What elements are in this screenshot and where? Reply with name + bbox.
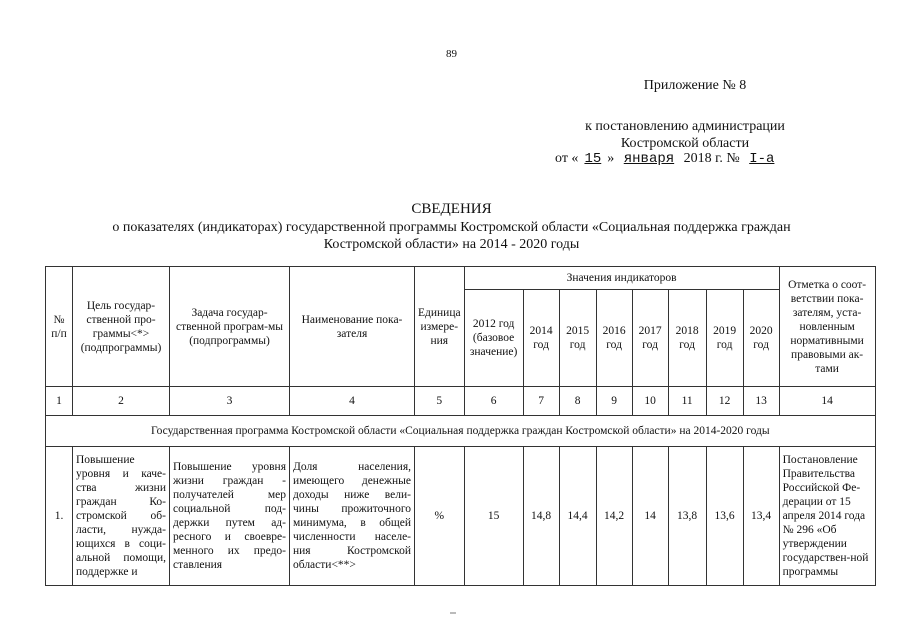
column-number: 11 <box>668 387 706 416</box>
document-number: I-а <box>749 151 775 167</box>
row-value-2015: 14,4 <box>559 447 596 586</box>
header-indicator: Наименование пока-зателя <box>290 267 415 387</box>
section-title: Государственная программа Костромской области «Социальная поддержка граждан Костромской области» на 2014-2020 годы <box>46 416 876 447</box>
row-value-2017: 14 <box>632 447 668 586</box>
column-number: 8 <box>559 387 596 416</box>
header-year-2017: 2017 год <box>632 290 668 387</box>
date-day: 15 <box>584 151 602 167</box>
header-task: Задача государ-ственной програм-мы (подпрограммы) <box>170 267 290 387</box>
approval-date-line <box>555 151 780 167</box>
header-year-2015: 2015 год <box>559 290 596 387</box>
column-numbers-row <box>46 387 876 416</box>
row-value-2018: 13,8 <box>668 447 706 586</box>
column-number: 5 <box>415 387 465 416</box>
date-prefix: от « <box>555 151 579 166</box>
approval-reference <box>540 118 830 152</box>
appendix-label: Приложение № 8 <box>643 78 747 93</box>
row-value-2020: 13,4 <box>743 447 779 586</box>
approval-line-2: Костромской области <box>620 136 750 151</box>
header-note: Отметка о соот-ветствии пока-зателям, уста-новленным нормативными правовыми ак-тами <box>779 267 875 387</box>
row-value-2019: 13,6 <box>706 447 743 586</box>
row-unit: % <box>415 447 465 586</box>
column-number: 4 <box>290 387 415 416</box>
row-indicator: Доля населения, имеющего денежные доходы ниже вели-чины прожиточного минимума, в общей численности населе-ния Костромской области<**> <box>290 447 415 586</box>
header-unit: Единица измере-ния <box>415 267 465 387</box>
row-goal: Повышение уровня и каче-ства жизни граждан Ко-стромской об-ласти, нужда-ющихся в соци-альной помощи, поддержке и <box>73 447 170 586</box>
column-number: 10 <box>632 387 668 416</box>
section-row <box>46 416 876 447</box>
column-number: 13 <box>743 387 779 416</box>
row-base-value: 15 <box>464 447 523 586</box>
column-number: 7 <box>523 387 559 416</box>
column-number: 3 <box>170 387 290 416</box>
column-number: 12 <box>706 387 743 416</box>
date-year: 2018 г. № <box>683 151 740 166</box>
column-number: 14 <box>779 387 875 416</box>
column-number: 1 <box>46 387 73 416</box>
row-value-2014: 14,8 <box>523 447 559 586</box>
row-note: Постановление Правительства Российской Фе-дерации от 15 апреля 2014 года № 296 «Об утверждении государствен-ной программы <box>779 447 875 586</box>
table-row <box>46 447 876 586</box>
row-num: 1. <box>46 447 73 586</box>
column-number: 6 <box>464 387 523 416</box>
header-year-2014: 2014 год <box>523 290 559 387</box>
date-close: » <box>607 151 615 166</box>
header-base-year: 2012 год (базовое значение) <box>464 290 523 387</box>
document-title: СВЕДЕНИЯ <box>411 201 492 217</box>
header-year-2018: 2018 год <box>668 290 706 387</box>
document-subtitle: о показателях (индикаторах) государственной программы Костромской области «Социальная поддержка граждан Костромской области» на 2014 - 2020 годы <box>112 220 791 252</box>
header-year-2019: 2019 год <box>706 290 743 387</box>
column-number: 2 <box>73 387 170 416</box>
row-task: Повышение уровня жизни граждан - получателей мер социальной под-держки путем ад-ресного и своевре-менного их предо-ставления <box>170 447 290 586</box>
column-number: 9 <box>596 387 632 416</box>
header-year-2020: 2020 год <box>743 290 779 387</box>
row-value-2016: 14,2 <box>596 447 632 586</box>
indicators-table <box>45 266 876 586</box>
scan-speck <box>450 612 456 614</box>
header-goal: Цель государ-ственной про-граммы<*> (подпрограммы) <box>73 267 170 387</box>
approval-line-1: к постановлению администрации <box>585 119 785 134</box>
date-month: января <box>623 151 675 167</box>
page-number: 89 <box>446 48 457 60</box>
header-year-2016: 2016 год <box>596 290 632 387</box>
header-values-group: Значения индикаторов <box>464 267 779 290</box>
header-row-1 <box>46 267 876 290</box>
header-num: № п/п <box>46 267 73 387</box>
